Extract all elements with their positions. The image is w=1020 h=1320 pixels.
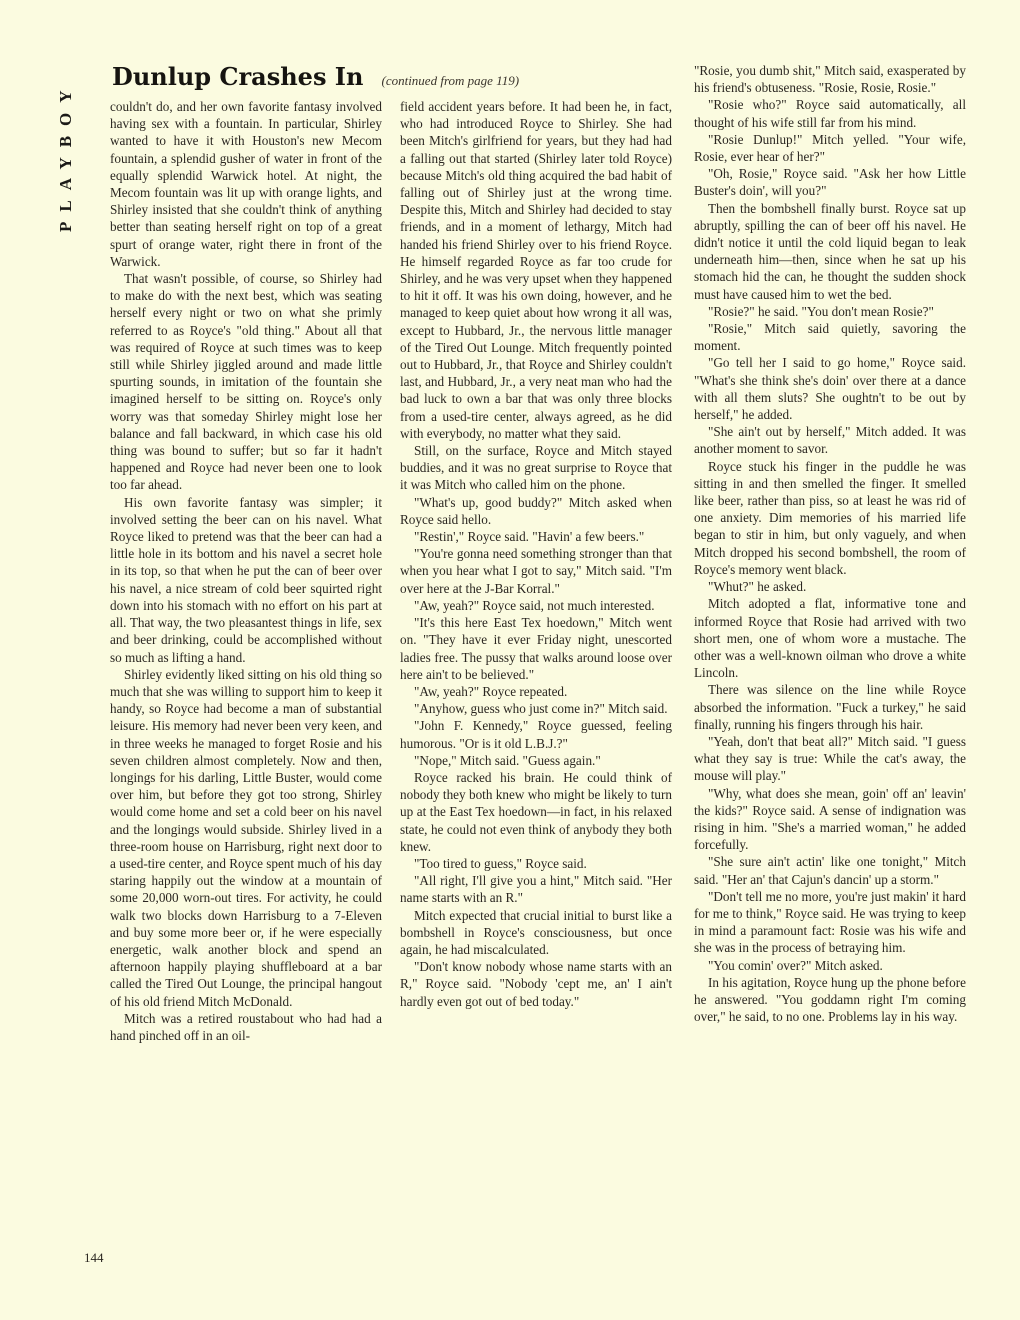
paragraph: "Don't tell me no more, you're just makin' it hard for me to think," Royce said. He was trying to keep in mind a paramount fact: Rosie was his wife and she was in the process of betraying him. <box>694 888 966 956</box>
article-title: Dunlup Crashes In <box>112 62 364 91</box>
paragraph: Mitch adopted a flat, informative tone and informed Royce that Rosie had arrived with two short men, one of whom wore a mustache. The other was a well-known oilman who drove a white Lincoln. <box>694 596 966 681</box>
paragraph: Royce racked his brain. He could think of nobody they both knew who might be likely to turn up at the East Tex hoedown—in fact, in his relaxed state, he could not even think of anybody they both knew. <box>400 769 672 854</box>
paragraph: "Rosie?" he said. "You don't mean Rosie?" <box>708 303 934 319</box>
paragraph: "Aw, yeah?" Royce repeated. <box>414 683 568 699</box>
paragraph: "She ain't out by herself," Mitch added. It was another moment to savor. <box>694 424 966 457</box>
paragraph: "Rosie who?" Royce said automatically, all thought of his wife still far from his mind. <box>694 97 966 130</box>
paragraph: field accident years before. It had been he, in fact, who had introduced Royce to Shirley. She had been Mitch's girlfriend for years, but they had had a falling out that started (Shirley later told Royce) because Mitch's old thing acquired the bad habit of falling out of Shirley just at the wrong time. Despite this, Mitch and Shirley had decided to stay friends, and in a moment of lethargy, Mitch had handed his friend Shirley over to his friend Royce. He himself regarded Royce as far too crude for Shirley, and he was very upset when they happened to hit it off. It was his own doing, however, and he managed to keep quiet about how wrong it all was, except to Hubbard, Jr., the nervous little manager of the Tired Out Lounge. Mitch frequently pointed out to Hubbard, Jr., that Royce and Shirley couldn't last, and Hubbard, Jr., a very neat man who had the bad luck to own a bar that was only three blocks from a used-tire center, always agreed, as he did with everybody, no matter what they said. <box>400 99 672 441</box>
article-header <box>112 62 519 91</box>
paragraph: "Rosie, you dumb shit," Mitch said, exasperated by his friend's obtuseness. "Rosie, Rosie, Rosie." <box>694 63 966 96</box>
paragraph: In his agitation, Royce hung up the phone before he answered. "You goddamn right I'm coming over," he said, to no one. Problems lay in his way. <box>694 974 966 1025</box>
paragraph: "John F. Kennedy," Royce guessed, feeling humorous. "Or is it old L.B.J.?" <box>400 718 672 751</box>
paragraph: "Whut?" he asked. <box>708 579 807 595</box>
paragraph: "Too tired to guess," Royce said. <box>414 855 587 871</box>
text-column-1 <box>110 98 382 1044</box>
magazine-name: PLAYBOY <box>56 80 75 232</box>
paragraph: That wasn't possible, of course, so Shirley had to make do with the next best, which was seating herself every night or two on what she primly referred to as Royce's "old thing." About all that was required of Royce at such times was to keep still while Shirley jiggled around and made little spurting sounds, in imitation of the fountain she imagined herself to be sitting on. Royce's only worry was that someday Shirley might lose her balance and fall backward, in which case his old thing was bound to suffer; but so far it hadn't happened and Royce had never been one to look too far ahead. <box>110 271 382 493</box>
paragraph: "Rosie Dunlup!" Mitch yelled. "Your wife, Rosie, ever hear of her?" <box>694 131 966 165</box>
paragraph: Shirley evidently liked sitting on his old thing so much that she was willing to support him to keep it handy, so Royce had become a man of substantial leisure. His memory had never been very keen, and in three weeks he managed to forget Rosie and his seven children almost completely. Now and then, longings for his darling, Little Buster, would come over him, but before they got too strong, Shirley would come home and set a cold beer on his navel and the longings would subside. Shirley lived in a three-room house on Harrisburg, right next door to a used-tire center, and Royce spent much of his day staring happily out the window at a mountain of some 20,000 worn-out tires. For activity, he could walk two blocks down Harrisburg to a 7-Eleven and buy some more beer or, if he were especially energetic, walk another block and spend an afternoon happily playing shuffleboard at a bar called the Tired Out Lounge, the principal hangout of his old friend Mitch McDonald. <box>110 666 382 1009</box>
paragraph: "Aw, yeah?" Royce said, not much interested. <box>414 597 655 613</box>
paragraph: "Restin'," Royce said. "Havin' a few beers." <box>414 529 645 545</box>
paragraph: Royce stuck his finger in the puddle he was sitting in and then smelled the finger. It smelled like beer, rather than piss, so at least he was rid of one anxiety. Dim memories of his married life began to stir in him, but only vaguely, and when Mitch dropped his second bombshell, the room of Royce's memory went black. <box>694 458 966 577</box>
paragraph: "What's up, good buddy?" Mitch asked when Royce said hello. <box>400 494 672 527</box>
paragraph: "Nope," Mitch said. "Guess again." <box>414 752 601 768</box>
paragraph: "Why, what does she mean, goin' off an' leavin' the kids?" Royce said. A sense of indignation was rising in him. "She's a married woman," he added forcefully. <box>694 785 966 853</box>
text-column-2 <box>400 98 672 1010</box>
paragraph: "All right, I'll give you a hint," Mitch said. "Her name starts with an R." <box>400 873 672 906</box>
paragraph: Mitch expected that crucial initial to burst like a bombshell in Royce's consciousness, but once again, he had miscalculated. <box>400 907 672 957</box>
paragraph: "You comin' over?" Mitch asked. <box>708 957 883 973</box>
paragraph: His own favorite fantasy was simpler; it involved setting the beer can on his navel. What Royce liked to pretend was that the beer can had a little hole in its bottom and his navel a secret hole in its top, so that when he put the can of beer over his navel, a nice stream of cold beer squirted right down into his stomach with no effort on his part at all. That way, the two pleasantest things in life, sex and beer drinking, could be accomplished without so much as lifting a hand. <box>110 494 382 665</box>
paragraph: Mitch was a retired roustabout who had had a hand pinched off in an oil- <box>110 1010 382 1043</box>
continued-note: (continued from page 119) <box>381 73 520 88</box>
paragraph: "Rosie," Mitch said quietly, savoring the moment. <box>694 321 966 354</box>
paragraph: "Anyhow, guess who just come in?" Mitch said. <box>414 701 668 717</box>
page-number: 144 <box>84 1250 104 1265</box>
text-column-3 <box>694 62 966 1025</box>
paragraph: "You're gonna need something stronger than that when you hear what I got to say," Mitch said. "I'm over here at the J-Bar Korral." <box>400 546 672 596</box>
paragraph: "Oh, Rosie," Royce said. "Ask her how Little Buster's doin', will you?" <box>694 166 966 199</box>
paragraph: "She sure ain't actin' like one tonight," Mitch said. "Her an' that Cajun's dancin' up a storm." <box>694 854 966 887</box>
paragraph: "Go tell her I said to go home," Royce said. "What's she think she's doin' over there at a dance with all them sluts? She oughtn't to be out by herself," he added. <box>694 355 966 423</box>
paragraph: "It's this here East Tex hoedown," Mitch went on. "They have it ever Friday night, unescorted ladies free. The pussy that walks around loose over here ain't to be believed." <box>400 615 672 682</box>
paragraph: couldn't do, and her own favorite fantasy involved having sex with a fountain. In particular, Shirley wanted to have it with Houston's new Mecom fountain, a splendid gusher of water in front of the equally splendid Warwick hotel. At night, the Mecom fountain was lit up with orange lights, and Shirley insisted that she couldn't think of anything better than seating herself right on top of a great spurt of orange water, right there in front of the Warwick. <box>110 99 382 269</box>
paragraph: "Yeah, don't that beat all?" Mitch said. "I guess what they say is true: While the cat's away, the mouse will play." <box>694 733 966 784</box>
paragraph: Then the bombshell finally burst. Royce sat up abruptly, spilling the can of beer off his navel. He didn't notice it until the cold liquid began to leak underneath him—then, since when he sat up his stomach hid the can, he thought the sudden shock must have caused him to wet the bed. <box>694 200 966 302</box>
paragraph: There was silence on the line while Royce absorbed the information. "Fuck a turkey," he said finally, running his fingers through his hair. <box>694 682 966 732</box>
paragraph: "Don't know nobody whose name starts with an R," Royce said. "Nobody 'cept me, an' I ain't hardly even got out of bed today." <box>400 959 672 1009</box>
paragraph: Still, on the surface, Royce and Mitch stayed buddies, and it was no great surprise to Royce that it was Mitch who called him on the phone. <box>400 443 672 493</box>
